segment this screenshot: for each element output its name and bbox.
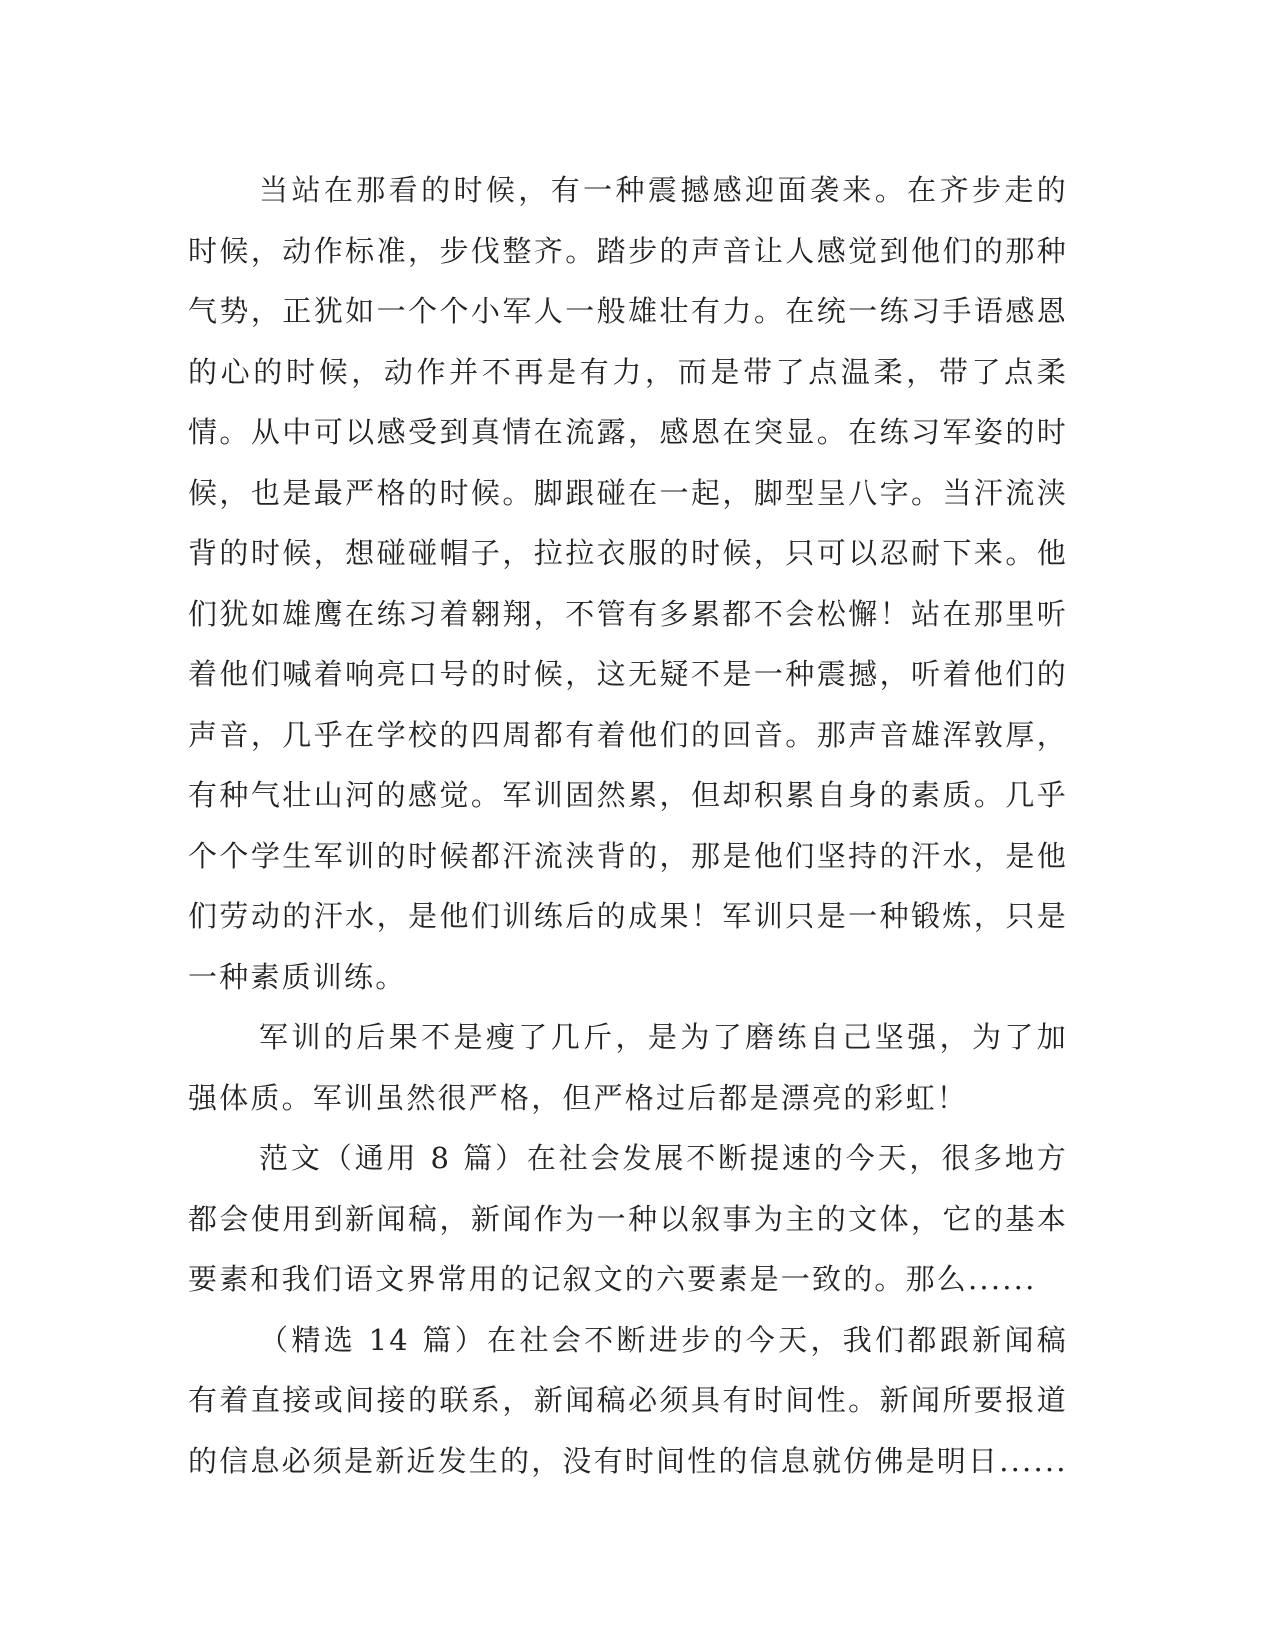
paragraph-military-training-result: 军训的后果不是瘦了几斤，是为了磨练自己坚强，为了加强体质。军训虽然很严格，但严格过后都是漂亮的彩虹！ (188, 1020, 1068, 1115)
paragraph-news-sample-selected: （精选 14 篇）在社会不断进步的今天，我们都跟新闻稿有着直接或间接的联系，新闻稿必须具有时间性。新闻所要报道的信息必须是新近发生的，没有时间性的信息就仿佛是明日...... (188, 1322, 1068, 1478)
paragraph-military-training-scene: 当站在那看的时候，有一种震撼感迎面袭来。在齐步走的时候，动作标准，步伐整齐。踏步的声音让人感觉到他们的那种气势，正犹如一个个小军人一般雄壮有力。在统一练习手语感恩的心的时候，动作并不再是有力，而是带了点温柔，带了点柔情。从中可以感受到真情在流露，感恩在突显。在练习军姿的时候，也是最严格的时候。脚跟碰在一起，脚型呈八字。当汗流浃背的时候，想碰碰帽子，拉拉衣服的时候，只可以忍耐下来。他们犹如雄鹰在练习着翱翔，不管有多累都不会松懈！站在那里听着他们喊着响亮口号的时候，这无疑不是一种震撼，听着他们的声音，几乎在学校的四周都有着他们的回音。那声音雄浑敦厚，有种气壮山河的感觉。军训固然累，但却积累自身的素质。几乎个个学生军训的时候都汗流浃背的，那是他们坚持的汗水，是他们劳动的汗水，是他们训练后的成果！军训只是一种锻炼，只是一种素质训练。 (188, 173, 1068, 994)
paragraph-news-sample-general: 范文（通用 8 篇）在社会发展不断提速的今天，很多地方都会使用到新闻稿，新闻作为一种以叙事为主的文体，它的基本要素和我们语文界常用的记叙文的六要素是一致的。那么...... (188, 1141, 1068, 1296)
document-body (188, 160, 1068, 1491)
